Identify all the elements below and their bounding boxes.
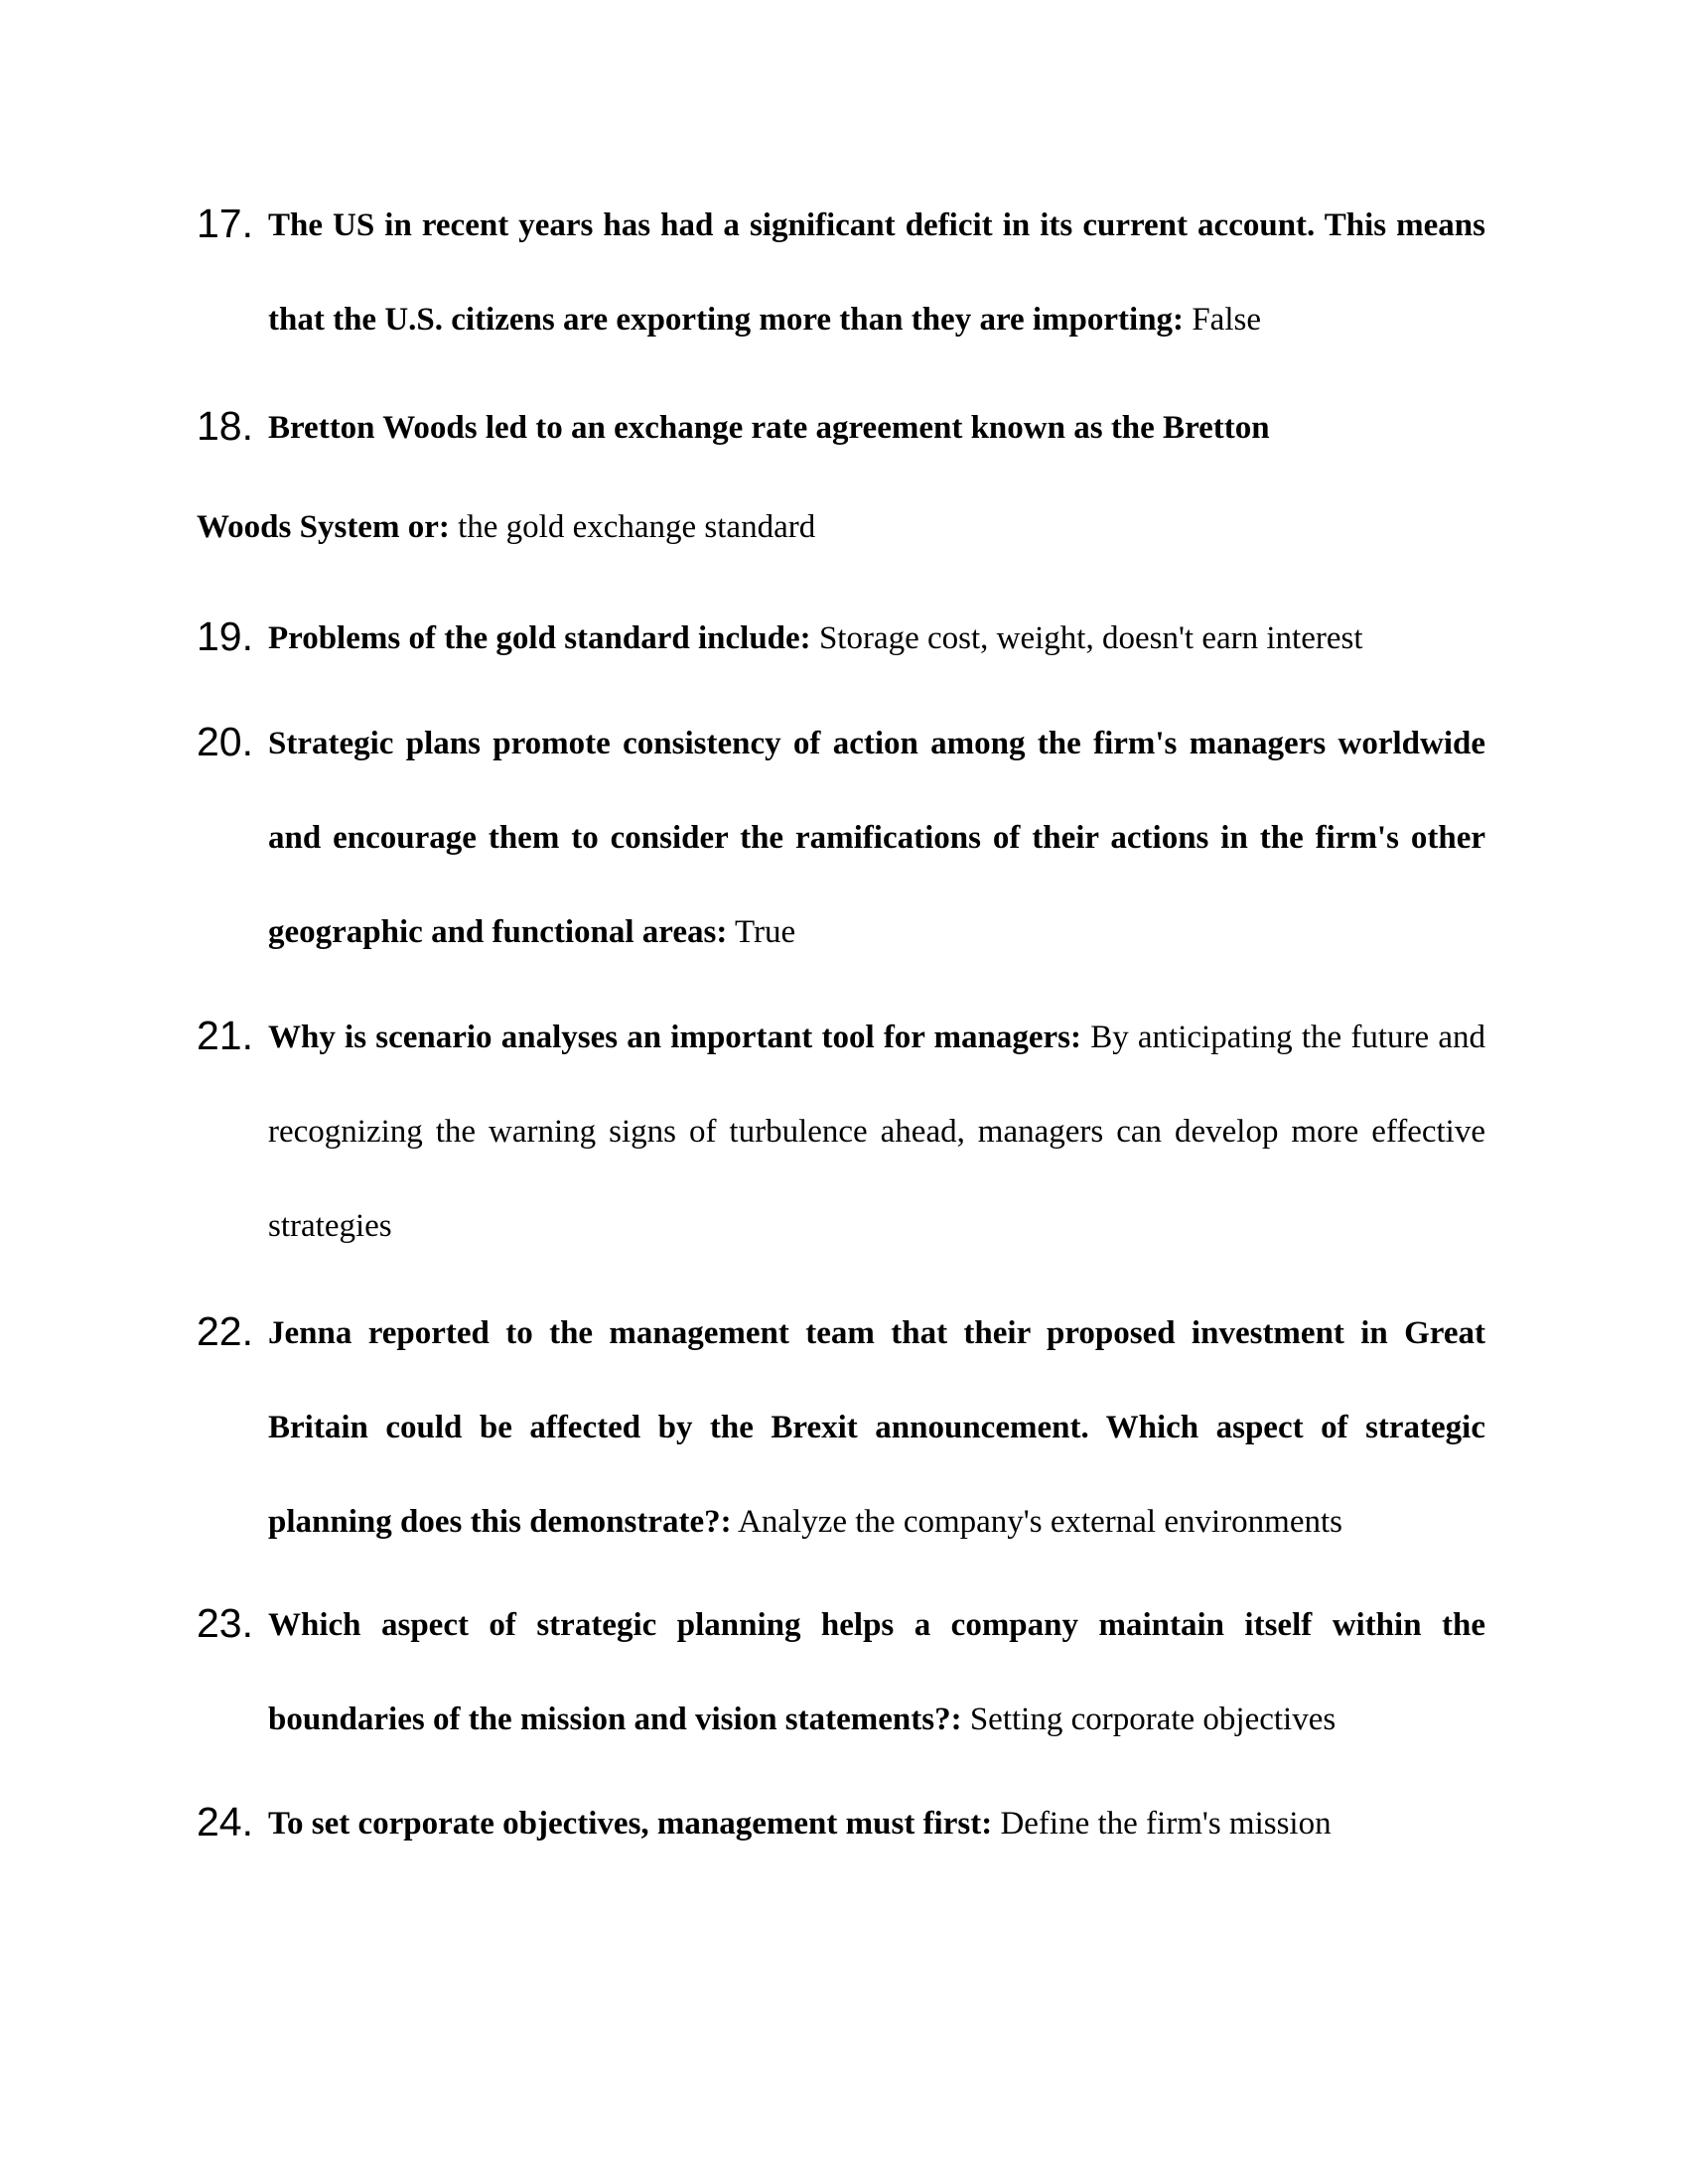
item-line xyxy=(268,1497,1485,1547)
answer-text: False xyxy=(1184,302,1261,338)
item-line xyxy=(268,1107,1485,1157)
answer-text: By anticipating the future and xyxy=(1081,1020,1485,1055)
item-line xyxy=(268,403,1485,453)
answer-text: Define the firm's mission xyxy=(992,1806,1332,1842)
question-text: Britain could be affected by the Brexit announcement. Which aspect of strategic xyxy=(268,1410,1485,1445)
item-line xyxy=(268,1403,1485,1452)
item-line xyxy=(268,1695,1485,1744)
answer-text: strategies xyxy=(268,1208,392,1244)
answer-text: recognizing the warning signs of turbulence ahead, managers can develop more effective xyxy=(268,1114,1485,1150)
question-text: Problems of the gold standard include: xyxy=(268,620,811,656)
question-text: planning does this demonstrate?: xyxy=(268,1504,732,1540)
item-line xyxy=(268,614,1485,663)
item-number: 17. xyxy=(197,201,253,246)
item-number: 21. xyxy=(197,1013,253,1058)
question-text: Which aspect of strategic planning helps a company maintain itself within the xyxy=(268,1607,1485,1643)
item-number: 23. xyxy=(197,1600,253,1646)
answer-text: True xyxy=(727,914,796,950)
item-line xyxy=(268,719,1485,768)
question-text: Woods System or: xyxy=(197,509,450,545)
question-text: boundaries of the mission and vision statements?: xyxy=(268,1702,962,1737)
item-number: 20. xyxy=(197,719,253,764)
question-text: and encourage them to consider the ramifications of their actions in the firm's other xyxy=(268,820,1485,856)
answer-text: Setting corporate objectives xyxy=(961,1702,1336,1737)
item-number: 22. xyxy=(197,1308,253,1354)
question-text: The US in recent years has had a significant deficit in its current account. This means xyxy=(268,207,1485,243)
item-line xyxy=(268,1799,1485,1848)
item-number: 24. xyxy=(197,1799,253,1844)
answer-text: Storage cost, weight, doesn't earn interest xyxy=(810,620,1363,656)
item-line xyxy=(268,1201,1485,1251)
item-line xyxy=(268,1308,1485,1358)
question-text: Jenna reported to the management team that their proposed investment in Great xyxy=(268,1315,1485,1351)
item-line xyxy=(268,295,1485,344)
item-line xyxy=(268,907,1485,957)
question-text: To set corporate objectives, management must first: xyxy=(268,1806,993,1842)
answer-text: the gold exchange standard xyxy=(449,509,816,545)
item-line xyxy=(197,502,1414,552)
item-line xyxy=(268,813,1485,863)
item-number: 19. xyxy=(197,614,253,659)
answer-text: Analyze the company's external environments xyxy=(731,1504,1342,1540)
question-text: Strategic plans promote consistency of action among the firm's managers worldwide xyxy=(268,726,1485,761)
item-line xyxy=(268,201,1485,250)
item-number: 18. xyxy=(197,403,253,449)
question-text: Bretton Woods led to an exchange rate agreement known as the Bretton xyxy=(268,410,1270,446)
item-line xyxy=(268,1600,1485,1650)
item-line xyxy=(268,1013,1485,1062)
question-text: geographic and functional areas: xyxy=(268,914,728,950)
question-text: that the U.S. citizens are exporting more than they are importing: xyxy=(268,302,1185,338)
question-text: Why is scenario analyses an important tool for managers: xyxy=(268,1020,1082,1055)
